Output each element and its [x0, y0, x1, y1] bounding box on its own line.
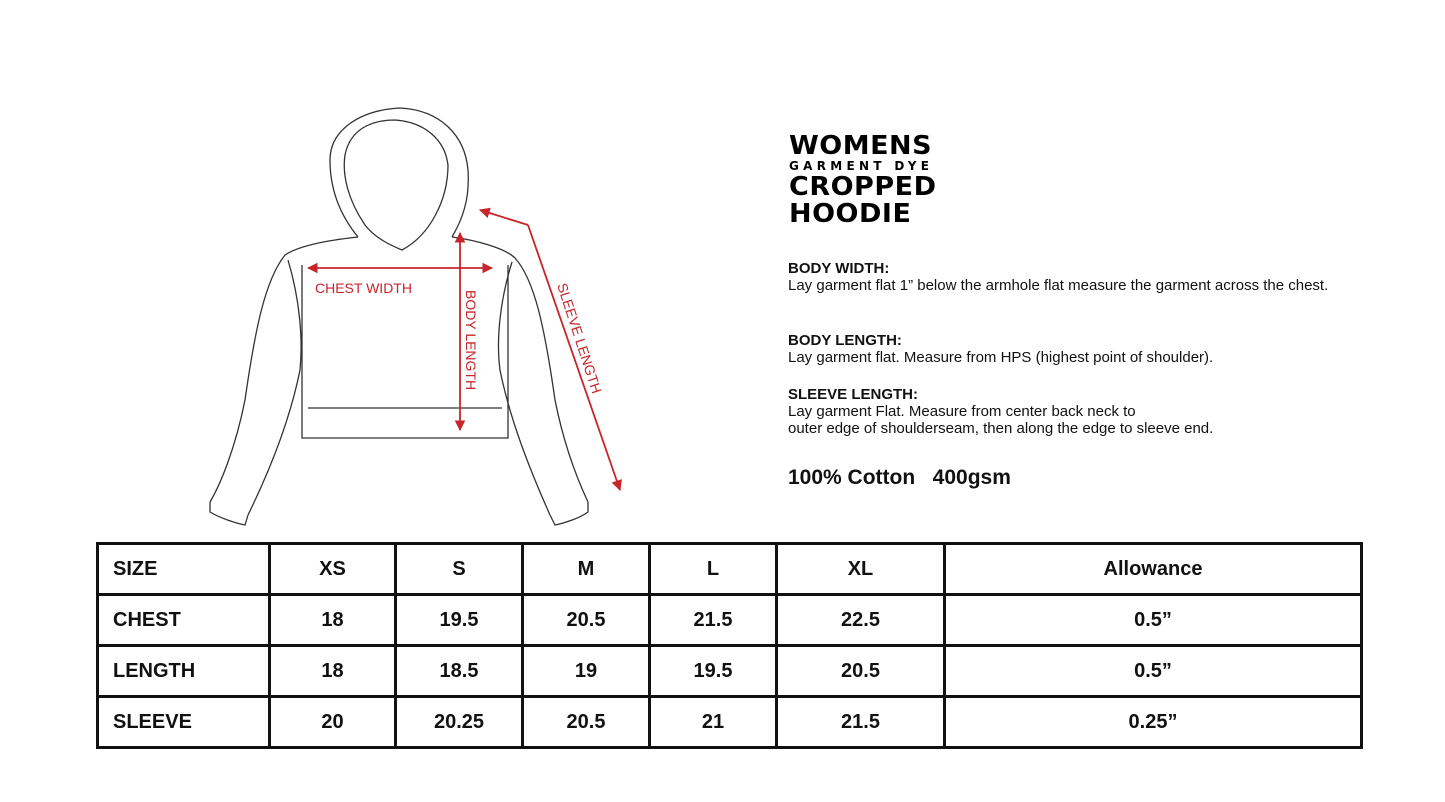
body-length-label: BODY LENGTH [463, 290, 479, 391]
table-row [98, 646, 1362, 697]
title-line-cropped: CROPPED [789, 172, 937, 202]
table-header-row [98, 544, 1362, 595]
table-cell: 21 [650, 697, 777, 748]
size-table [96, 542, 1363, 749]
hoodie-outline [190, 100, 640, 540]
spec-heading: BODY WIDTH: [788, 260, 890, 277]
header-cell: S [396, 544, 523, 595]
table-cell: 21.5 [777, 697, 945, 748]
spec-text-line1: Lay garment Flat. Measure from center back neck to [788, 403, 1136, 420]
table-cell: 0.5” [945, 595, 1362, 646]
spec-sleeve-length [788, 386, 1368, 437]
title-line-garment-dye: GARMENT DYE [789, 159, 934, 173]
table-cell: 18 [270, 595, 396, 646]
spec-text: Lay garment flat. Measure from HPS (highest point of shoulder). [788, 349, 1214, 366]
spec-heading: BODY LENGTH: [788, 332, 902, 349]
table-cell: 19.5 [650, 646, 777, 697]
table-cell: 18.5 [396, 646, 523, 697]
table-row [98, 595, 1362, 646]
header-cell: M [523, 544, 650, 595]
header-cell: L [650, 544, 777, 595]
table-row [98, 697, 1362, 748]
table-cell: 21.5 [650, 595, 777, 646]
header-cell: XL [777, 544, 945, 595]
hoodie-diagram [190, 100, 640, 540]
header-cell: Allowance [945, 544, 1362, 595]
table-cell: 20.5 [523, 595, 650, 646]
table-cell: 0.5” [945, 646, 1362, 697]
title-line-womens: WOMENS [789, 131, 933, 161]
table-cell: 20 [270, 697, 396, 748]
row-label: CHEST [98, 595, 270, 646]
spec-body-width [788, 260, 1368, 294]
product-title [789, 133, 937, 228]
title-line-hoodie: HOODIE [789, 199, 912, 229]
table-cell: 0.25” [945, 697, 1362, 748]
table-cell: 19.5 [396, 595, 523, 646]
table-cell: 20.5 [523, 697, 650, 748]
row-label: SLEEVE [98, 697, 270, 748]
chest-width-label: CHEST WIDTH [315, 280, 412, 296]
table-cell: 20.5 [777, 646, 945, 697]
table-cell: 20.25 [396, 697, 523, 748]
header-cell: SIZE [98, 544, 270, 595]
spec-body-length [788, 332, 1368, 366]
spec-heading: SLEEVE LENGTH: [788, 386, 919, 403]
table-cell: 19 [523, 646, 650, 697]
spec-text-line2: outer edge of shoulderseam, then along the edge to sleeve end. [788, 420, 1214, 437]
header-cell: XS [270, 544, 396, 595]
table-cell: 18 [270, 646, 396, 697]
row-label: LENGTH [98, 646, 270, 697]
sleeve-length-label: SLEEVE LENGTH [554, 280, 605, 396]
spec-text: Lay garment flat 1” below the armhole flat measure the garment across the chest. [788, 277, 1329, 294]
fabric-info: 100% Cotton 400gsm [788, 466, 1011, 489]
table-cell: 22.5 [777, 595, 945, 646]
